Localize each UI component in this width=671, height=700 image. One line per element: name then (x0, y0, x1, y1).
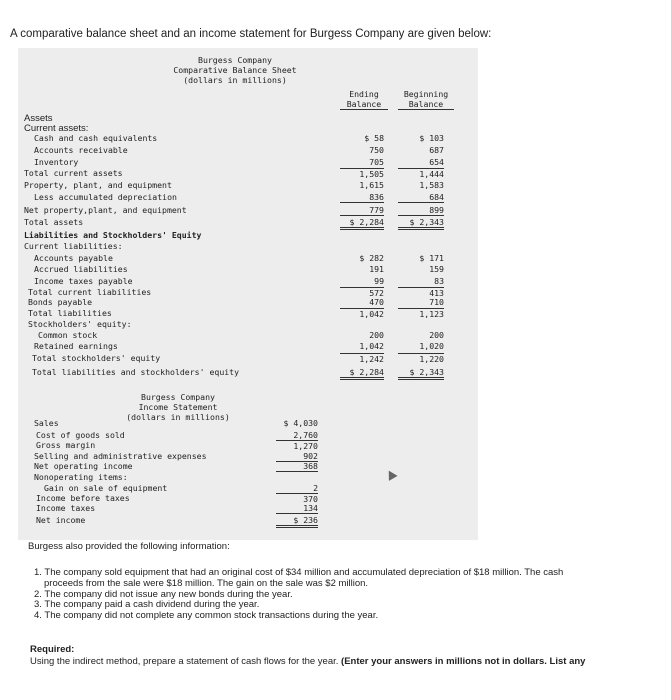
intro-text: A comparative balance sheet and an income statement for Burgess Company are given below: (10, 28, 492, 40)
is-value: 902 (276, 451, 318, 462)
header-line: Balance (340, 99, 388, 110)
bs-ending-value: 99 (374, 276, 384, 286)
bs-beginning-value: 1,220 (398, 353, 444, 364)
bs-ending-value: 191 (369, 264, 384, 274)
bs-row-label: Total liabilities (28, 308, 112, 318)
is-row-label: Sales (34, 418, 59, 428)
is-value: $ 4,030 (283, 418, 318, 428)
required-label: Required: (30, 644, 75, 655)
bs-row-label: Income taxes payable (34, 276, 133, 286)
bs-row-label: Bonds payable (28, 297, 93, 307)
header-line: Ending (349, 89, 379, 99)
info-item: 1. The company sold equipment that had an original cost of $34 million and accumulated depreciation of $18 million. The cash (34, 567, 564, 578)
bs-beginning-value: 159 (429, 264, 444, 274)
income-statement-title (118, 392, 238, 422)
bs-beginning-value: $ 2,343 (398, 367, 444, 380)
is-row-label: Net operating income (34, 461, 133, 471)
bs-row-label: Current assets: (24, 123, 89, 134)
bs-title-line: Burgess Company (198, 55, 272, 65)
bs-row-label: Accounts receivable (34, 145, 128, 155)
bs-beginning-value: 1,444 (398, 168, 444, 179)
bs-row-label: Total stockholders' equity (32, 353, 161, 363)
is-row-label: Income taxes (36, 503, 96, 513)
is-row-label: Selling and administrative expenses (34, 451, 207, 461)
bs-title-line: Comparative Balance Sheet (173, 65, 297, 75)
bs-beginning-value: $ 171 (419, 253, 444, 263)
header-line: Balance (398, 99, 454, 110)
bs-row-label: Property, plant, and equipment (24, 180, 172, 190)
bs-row-label: Inventory (34, 157, 79, 167)
header-line: Beginning (403, 89, 449, 99)
required-instruction: Using the indirect method, prepare a statement of cash flows for the year. (30, 656, 339, 667)
bs-beginning-value: 710 (429, 297, 444, 307)
bs-title-line: (dollars in millions) (183, 75, 287, 85)
required-emphasis: (Enter your answers in millions not in dollars. List any (341, 656, 586, 667)
is-value: 2 (313, 483, 318, 493)
bs-row-label: Liabilities and Stockholders' Equity (24, 230, 202, 240)
bs-row-label: Less accumulated depreciation (34, 192, 177, 202)
is-value: 370 (276, 493, 318, 504)
bs-row-label: Current liabilities: (24, 241, 123, 251)
bs-beginning-value: 1,123 (398, 308, 444, 319)
bs-ending-value: $ 58 (364, 133, 384, 143)
info-item: 4. The company did not complete any common stock transactions during the year. (34, 610, 379, 622)
bs-row-label: Total current assets (24, 168, 123, 178)
bs-beginning-value: 1,020 (419, 341, 444, 351)
bs-beginning-value: 684 (398, 192, 444, 203)
bs-row-label: Net property,plant, and equipment (24, 205, 187, 215)
bs-row-label: Total assets (24, 217, 84, 227)
bs-ending-value: 1,505 (340, 168, 384, 179)
bs-beginning-value: 83 (434, 276, 444, 286)
is-value: 368 (276, 461, 318, 472)
is-title-line: (dollars in millions) (126, 412, 230, 422)
bs-ending-value: 1,042 (359, 341, 384, 351)
bs-row-label: Assets (24, 113, 53, 124)
bs-beginning-value: 413 (398, 287, 444, 298)
bs-beginning-value: 200 (429, 330, 444, 340)
bs-row-label: Stockholders' equity: (28, 319, 132, 329)
bs-beginning-value: 654 (429, 157, 444, 167)
bs-ending-value: 705 (369, 157, 384, 167)
bs-row-label: Cash and cash equivalents (34, 133, 158, 143)
info-item: 2. The company did not issue any new bonds during the year. (34, 588, 293, 600)
bs-ending-value: 779 (340, 205, 384, 216)
is-row-label: Nonoperating items: (34, 472, 128, 482)
is-row-label: Gain on sale of equipment (44, 483, 168, 493)
required-text (30, 656, 585, 667)
bs-beginning-value: $ 2,343 (398, 217, 444, 230)
bs-ending-value: $ 2,284 (340, 367, 384, 380)
bs-ending-value: 572 (340, 287, 384, 298)
is-row-label: Income before taxes (36, 493, 130, 503)
additional-info-list (34, 568, 563, 622)
bs-ending-value: 1,242 (340, 353, 384, 364)
bs-ending-value: 836 (340, 192, 384, 203)
is-value: 2,760 (293, 430, 318, 440)
bs-row-label: Accrued liabilities (34, 264, 128, 274)
is-row-label: Cost of goods sold (36, 430, 125, 440)
is-value: 134 (276, 503, 318, 514)
bs-beginning-value: 687 (429, 145, 444, 155)
bs-ending-value: 750 (369, 145, 384, 155)
bs-beginning-value: 1,583 (419, 180, 444, 190)
additional-info-heading: Burgess also provided the following information: (28, 541, 230, 552)
is-value: $ 236 (276, 515, 318, 528)
beginning-balance-header (398, 89, 454, 110)
info-item: 3. The company paid a cash dividend during the year. (34, 599, 260, 611)
bs-row-label: Common stock (38, 330, 98, 340)
bs-beginning-value: 899 (398, 205, 444, 216)
balance-sheet-title (150, 55, 320, 85)
bs-ending-value: $ 282 (359, 253, 384, 263)
bs-ending-value: 1,042 (340, 308, 384, 319)
bs-row-label: Retained earnings (34, 341, 118, 351)
is-row-label: Net income (36, 515, 86, 525)
bs-ending-value: 470 (369, 297, 384, 307)
bs-ending-value: 1,615 (359, 180, 384, 190)
is-value: 1,270 (276, 440, 318, 451)
bs-beginning-value: $ 103 (419, 133, 444, 143)
is-row-label: Gross margin (36, 440, 96, 450)
is-title-line: Income Statement (138, 402, 218, 412)
bs-row-label: Total liabilities and stockholders' equity (32, 367, 240, 377)
ending-balance-header (340, 89, 388, 110)
bs-row-label: Accounts payable (34, 253, 113, 263)
info-item: proceeds from the sale were $18 million. The gain on the sale was $2 million. (44, 577, 369, 589)
bs-ending-value: 200 (369, 330, 384, 340)
bs-ending-value: $ 2,284 (340, 217, 384, 230)
bs-row-label: Total current liabilities (28, 287, 152, 297)
is-title-line: Burgess Company (141, 392, 215, 402)
